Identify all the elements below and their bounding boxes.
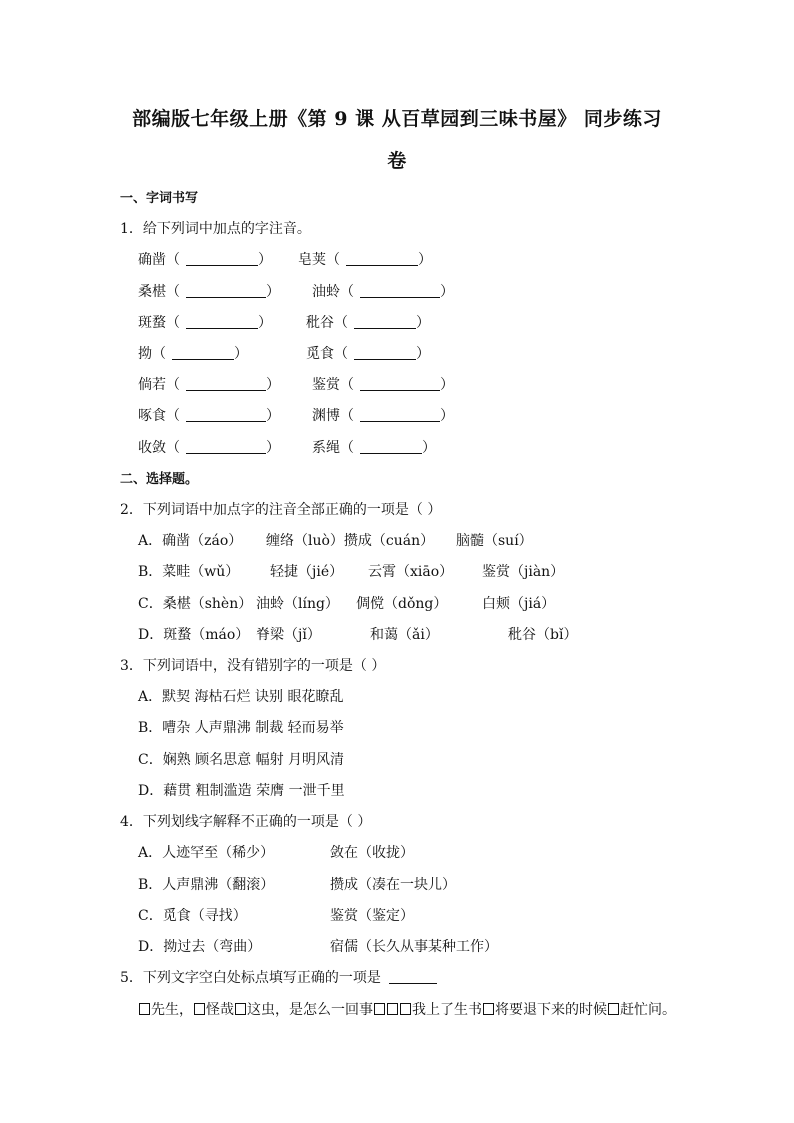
- q3-option-d: D．藉贯 粗制滥造 荣膺 一泄千里: [138, 783, 345, 799]
- q1-item-right: 系绳（ ）: [312, 440, 436, 456]
- q1-item-left: 啄食（ ）: [138, 408, 280, 424]
- q1-item-left: 收敛（ ）: [138, 440, 280, 456]
- q4-option-a: A．人迹罕至（稀少） 敛在（收拢）: [138, 845, 414, 861]
- q5-passage: 先生， 怪哉 这虫，是怎么一回事 我上了生书 将要退下来的时候 赶忙问。: [138, 999, 676, 1019]
- q3-option-a: A．默契 海枯石烂 诀别 眼花瞭乱: [138, 689, 344, 705]
- q2-stem: 2．下列词语中加点字的注音全部正确的一项是（ ）: [120, 502, 442, 518]
- document-title-line1: 部编版七年级上册《第 9 课 从百草园到三味书屋》 同步练习: [132, 108, 662, 130]
- q3-option-c: C．娴熟 顾名思意 幅射 月明风清: [138, 752, 345, 768]
- q4-option-c: C．觅食（寻找） 鉴赏（鉴定）: [138, 908, 414, 924]
- q1-item-left: 桑椹（ ）: [138, 284, 280, 300]
- document-title-line2: 卷: [387, 150, 407, 172]
- q1-item-left: 拗（ ）: [138, 346, 248, 362]
- q2-option-a: A．确凿（záo） 缠络（luò）攒成（cuán） 脑髓（suí）: [138, 533, 533, 549]
- q4-stem: 4．下列划线字解释不正确的一项是（ ）: [120, 814, 372, 830]
- q2-option-d: D．斑蝥（máo） 脊梁（jǐ） 和蔼（ǎi） 秕谷（bǐ）: [138, 627, 578, 643]
- q1-item-right: 皂荚（ ）: [298, 252, 432, 268]
- q1-item-right: 渊博（ ）: [312, 408, 454, 424]
- q1-item-left: 倘若（ ）: [138, 377, 280, 393]
- q1-item-right: 油蛉（ ）: [312, 284, 454, 300]
- q2-option-b: B．菜畦（wǔ） 轻捷（jié） 云霄（xiāo） 鉴赏（jiàn）: [138, 564, 565, 580]
- q1-item-left: 确凿（ ）: [138, 252, 272, 268]
- q1-item-right: 鉴赏（ ）: [312, 377, 454, 393]
- q1-item-left: 斑蝥（ ）: [138, 315, 272, 331]
- q4-option-d: D．拗过去（弯曲） 宿儒（长久从事某种工作）: [138, 939, 498, 955]
- q2-option-c: C．桑椹（shèn） 油蛉（líng） 倜傥（dǒng） 白颊（jiá）: [138, 596, 556, 612]
- section-heading-2: 二、选择题。: [120, 472, 199, 487]
- q1-item-right: 觅食（ ）: [306, 346, 430, 362]
- q5-stem: 5．下列文字空白处标点填写正确的一项是: [120, 967, 437, 987]
- q3-stem: 3．下列词语中，没有错别字的一项是（ ）: [120, 658, 386, 674]
- q1-stem: 1．给下列词中加点的字注音。: [120, 221, 311, 237]
- q1-item-right: 秕谷（ ）: [306, 315, 430, 331]
- section-heading-1: 一、字词书写: [120, 191, 199, 206]
- q4-option-b: B．人声鼎沸（翻滚） 攒成（凑在一块儿）: [138, 877, 456, 893]
- q3-option-b: B．嘈杂 人声鼎沸 制裁 轻而易举: [138, 720, 344, 736]
